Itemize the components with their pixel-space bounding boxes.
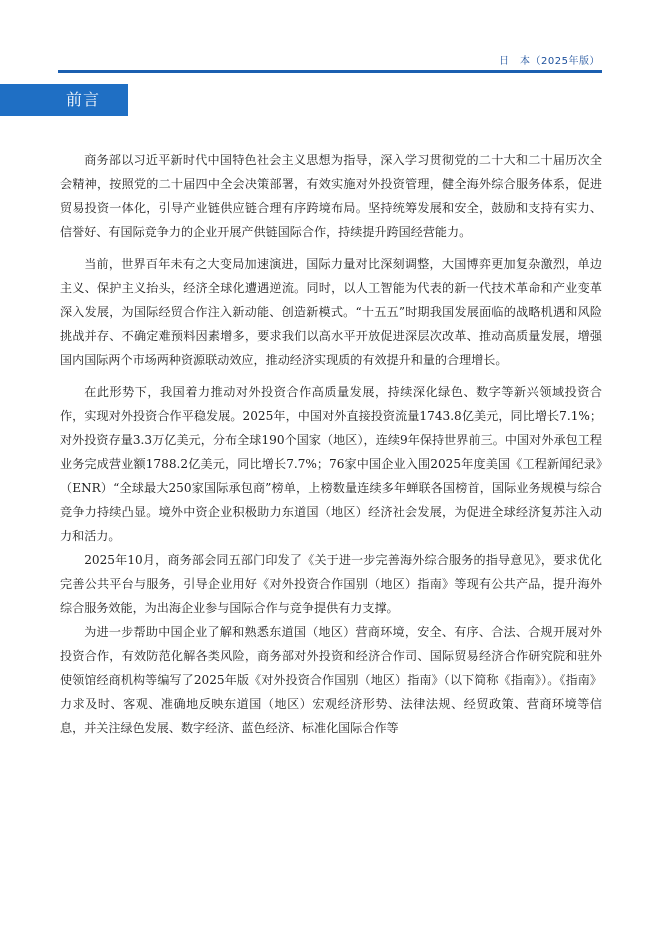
body-text <box>60 148 602 740</box>
section-title: 前言 <box>66 90 101 109</box>
paragraph-2: 当前，世界百年未有之大变局加速演进，国际力量对比深刻调整，大国博弈更加复杂激烈，单边主义、保护主义抬头，经济全球化遭遇逆流。同时，以人工智能为代表的新一代技术革命和产业变革深入发展，为国际经贸合作注入新动能、创造新模式。“十五五”时期我国发展面临的战略机遇和风险挑战并存、不确定难预料因素增多，要求我们以高水平开放促进深层次改革、推动高质量发展，增强国内国际两个市场两种资源联动效应，推动经济实现质的有效提升和量的合理增长。 <box>60 257 602 367</box>
header-rule <box>58 70 602 73</box>
running-header: 日 本（2025年版） <box>499 56 600 67</box>
paragraph-1: 商务部以习近平新时代中国特色社会主义思想为指导，深入学习贯彻党的二十大和二十届历次全会精神，按照党的二十届四中全会决策部署，有效实施对外投资管理，健全海外综合服务体系，促进贸易投资一体化，引导产业链供应链合理有序跨境布局。坚持统筹发展和安全，鼓励和支持有实力、信誉好、有国际竞争力的企业开展产供链国际合作，持续提升跨国经营能力。 <box>60 153 602 239</box>
paragraph-4: 2025年10月，商务部会同五部门印发了《关于进一步完善海外综合服务的指导意见》，要求优化完善公共平台与服务，引导企业用好《对外投资合作国别（地区）指南》等现有公共产品，提升海外综合服务效能，为出海企业参与国际合作与竞争提供有力支撑。 <box>60 553 602 615</box>
paragraph-5: 为进一步帮助中国企业了解和熟悉东道国（地区）营商环境，安全、有序、合法、合规开展对外投资合作，有效防范化解各类风险，商务部对外投资和经济合作司、国际贸易经济合作研究院和驻外使领馆经商机构等编写了2025年版《对外投资合作国别（地区）指南》（以下简称《指南》）。《指南》力求及时、客观、准确地反映东道国（地区）宏观经济形势、法律法规、经贸政策、营商环境等信息，并关注绿色发展、数字经济、蓝色经济、标准化国际合作等 <box>60 625 602 735</box>
paragraph-3: 在此形势下，我国着力推动对外投资合作高质量发展，持续深化绿色、数字等新兴领域投资合作，实现对外投资合作平稳发展。2025年，中国对外直接投资流量1743.8亿美元，同比增长7.1%；对外投资存量3.3万亿美元，分布全球190个国家（地区），连续9年保持世界前三。中国对外承包工程业务完成营业额1788.2亿美元，同比增长7.7%；76家中国企业入围2025年度美国《工程新闻纪录》（ENR）“全球最大250家国际承包商”榜单，上榜数量连续多年蝉联各国榜首，国际业务规模与综合竞争力持续凸显。境外中资企业积极助力东道国（地区）经济社会发展，为促进全球经济复苏注入动力和活力。 <box>60 385 602 543</box>
section-title-tab <box>0 84 128 116</box>
